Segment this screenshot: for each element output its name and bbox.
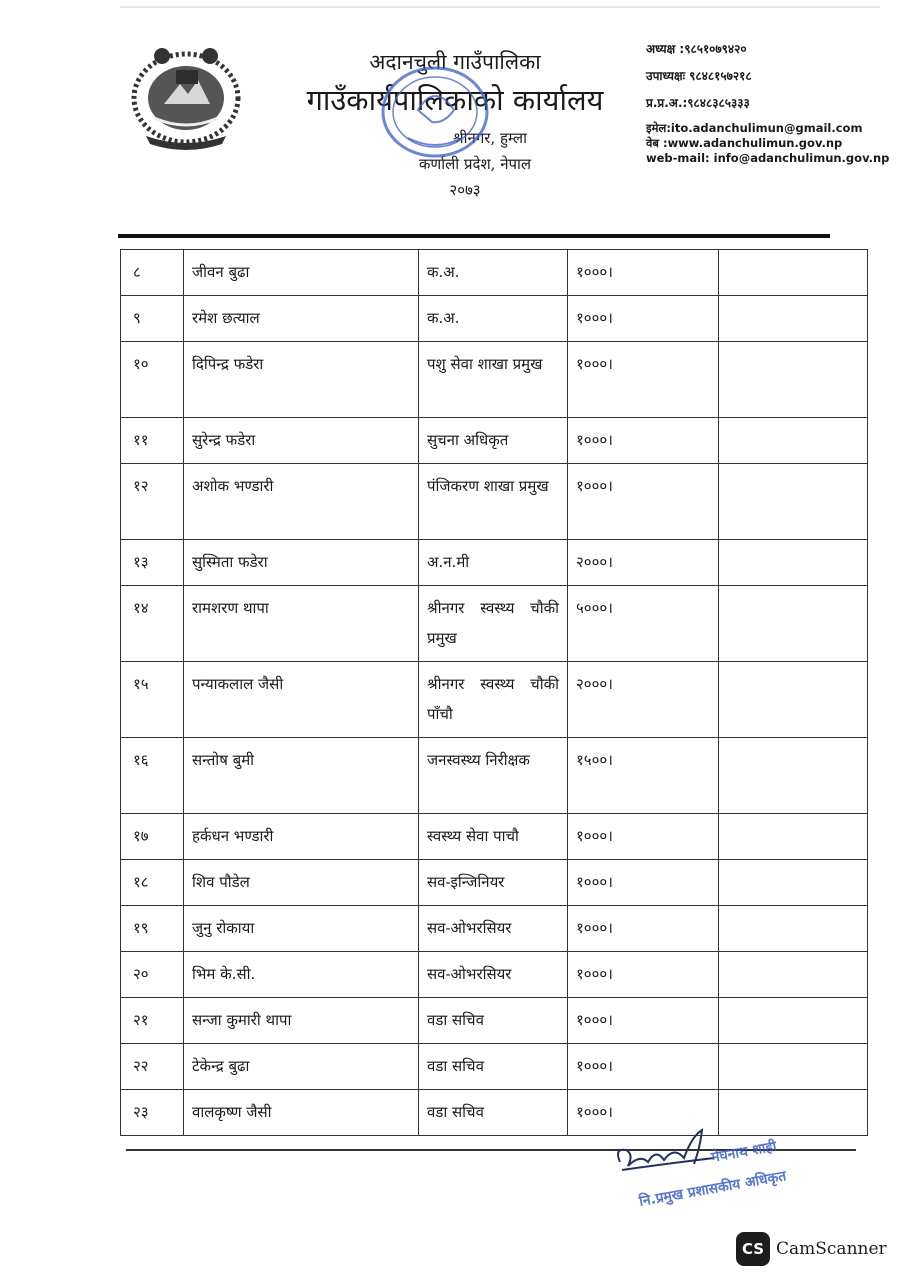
vice-chair-phone: उपाध्यक्षः ९८४८१५७२१८ [646,69,752,83]
table-row [121,296,868,342]
remark-cell [719,1044,868,1090]
table-row [121,1044,868,1090]
remark-cell [719,540,868,586]
table-row [121,586,868,662]
amount-cell: १०००। [568,250,719,296]
amount-cell: १०००। [568,952,719,998]
name-cell: दिपिन्द्र फडेरा [184,342,419,418]
signature-stamp [604,1118,814,1214]
remark-cell [719,586,868,662]
name-cell: टेकेन्द्र बुढा [184,1044,419,1090]
table-row [121,998,868,1044]
amount-cell: १०००। [568,1090,719,1136]
camscanner-label: CamScanner [776,1239,887,1259]
name-cell: सुरेन्द्र फडेरा [184,418,419,464]
name-cell: वालकृष्ण जैसी [184,1090,419,1136]
name-cell: अशोक भण्डारी [184,464,419,540]
name-cell: रमेश छत्याल [184,296,419,342]
remark-cell [719,906,868,952]
name-cell: रामशरण थापा [184,586,419,662]
serial-number-cell: १३ [121,540,184,586]
chair-phone: अध्यक्ष :९८५१०७९४२० [646,42,747,56]
web-mail-address: web-mail: info@adanchulimun.gov.np [646,151,890,165]
post-cell: श्रीनगर स्वस्थ्य चौकी पाँचौ [419,662,568,738]
table-row [121,342,868,418]
table-row [121,540,868,586]
cao-phone: प्र.प्र.अ.:९८४८३८५३३३ [646,96,750,110]
remark-cell [719,952,868,998]
amount-cell: १०००। [568,1044,719,1090]
amount-cell: १०००। [568,860,719,906]
amount-cell: १०००। [568,906,719,952]
nepal-emblem-icon [124,40,248,152]
office-stamp-icon [360,60,510,170]
amount-cell: १०००। [568,342,719,418]
post-cell: अ.न.मी [419,540,568,586]
amount-cell: २०००। [568,662,719,738]
contact-block [646,40,890,165]
remark-cell [719,998,868,1044]
website-address: वेब :www.adanchulimun.gov.np [646,136,843,150]
header-divider [118,234,830,238]
serial-number-cell: १४ [121,586,184,662]
table-row [121,464,868,540]
post-cell: क.अ. [419,296,568,342]
post-cell: सुचना अधिकृत [419,418,568,464]
remark-cell [719,342,868,418]
address-line-2: कर्णाली प्रदेश, नेपाल [418,155,532,173]
post-cell: श्रीनगर स्वस्थ्य चौकी प्रमुख [419,586,568,662]
office-title: गाउँकार्यपालिकाको कार्यालय [306,83,604,117]
serial-number-cell: १० [121,342,184,418]
serial-number-cell: २३ [121,1090,184,1136]
name-cell: शिव पौडेल [184,860,419,906]
name-cell: पन्याकलाल जैसी [184,662,419,738]
name-cell: जीवन बुढा [184,250,419,296]
remark-cell [719,860,868,906]
camscanner-logo-icon: CS [736,1232,770,1266]
amount-cell: १५००। [568,738,719,814]
amount-cell: २०००। [568,540,719,586]
amount-cell: १०००। [568,464,719,540]
post-cell: सव-इन्जिनियर [419,860,568,906]
serial-number-cell: २२ [121,1044,184,1090]
name-cell: सन्जा कुमारी थापा [184,998,419,1044]
table-row [121,860,868,906]
table-row [121,250,868,296]
remark-cell [719,464,868,540]
serial-number-cell: १७ [121,814,184,860]
serial-number-cell: ९ [121,296,184,342]
signatory-title: नि.प्रमुख प्रशासकीय अधिकृत [637,1168,788,1210]
post-cell: पशु सेवा शाखा प्रमुख [419,342,568,418]
remark-cell [719,814,868,860]
post-cell: वडा सचिव [419,1090,568,1136]
remark-cell [719,296,868,342]
serial-number-cell: १६ [121,738,184,814]
name-cell: सुस्मिता फडेरा [184,540,419,586]
table-row [121,952,868,998]
scan-edge-line [120,6,880,8]
post-cell: स्वस्थ्य सेवा पाचौ [419,814,568,860]
table-row [121,906,868,952]
amount-cell: १०००। [568,296,719,342]
serial-number-cell: १८ [121,860,184,906]
remark-cell [719,738,868,814]
post-cell: पंजिकरण शाखा प्रमुख [419,464,568,540]
address-line-1: श्रीनगर, हुम्ला [453,129,527,147]
post-cell: सव-ओभरसियर [419,906,568,952]
serial-number-cell: ११ [121,418,184,464]
post-cell: जनस्वस्थ्य निरीक्षक [419,738,568,814]
post-cell: वडा सचिव [419,998,568,1044]
post-cell: वडा सचिव [419,1044,568,1090]
amount-cell: ५०००। [568,586,719,662]
table-row [121,418,868,464]
amount-cell: १०००। [568,418,719,464]
email-address: इमेल:ito.adanchulimun@gmail.com [646,121,863,135]
serial-number-cell: २० [121,952,184,998]
amount-cell: १०००। [568,998,719,1044]
serial-number-cell: १९ [121,906,184,952]
serial-number-cell: २१ [121,998,184,1044]
remark-cell [719,250,868,296]
serial-number-cell: १२ [121,464,184,540]
remark-cell [719,418,868,464]
name-cell: हर्कधन भण्डारी [184,814,419,860]
post-cell: क.अ. [419,250,568,296]
name-cell: सन्तोष बुमी [184,738,419,814]
table-row [121,662,868,738]
signatory-name: मेघनाथ शाही [709,1138,778,1166]
office-name: अदानचुली गाउँपालिका [369,50,541,74]
name-cell: भिम के.सी. [184,952,419,998]
serial-number-cell: १५ [121,662,184,738]
established-year: २०७३ [449,181,481,199]
post-cell: सव-ओभरसियर [419,952,568,998]
staff-table [120,249,868,1136]
serial-number-cell: ८ [121,250,184,296]
amount-cell: १०००। [568,814,719,860]
remark-cell [719,662,868,738]
name-cell: जुनु रोकाया [184,906,419,952]
table-row [121,738,868,814]
table-row [121,814,868,860]
staff-table-body [121,250,868,1136]
